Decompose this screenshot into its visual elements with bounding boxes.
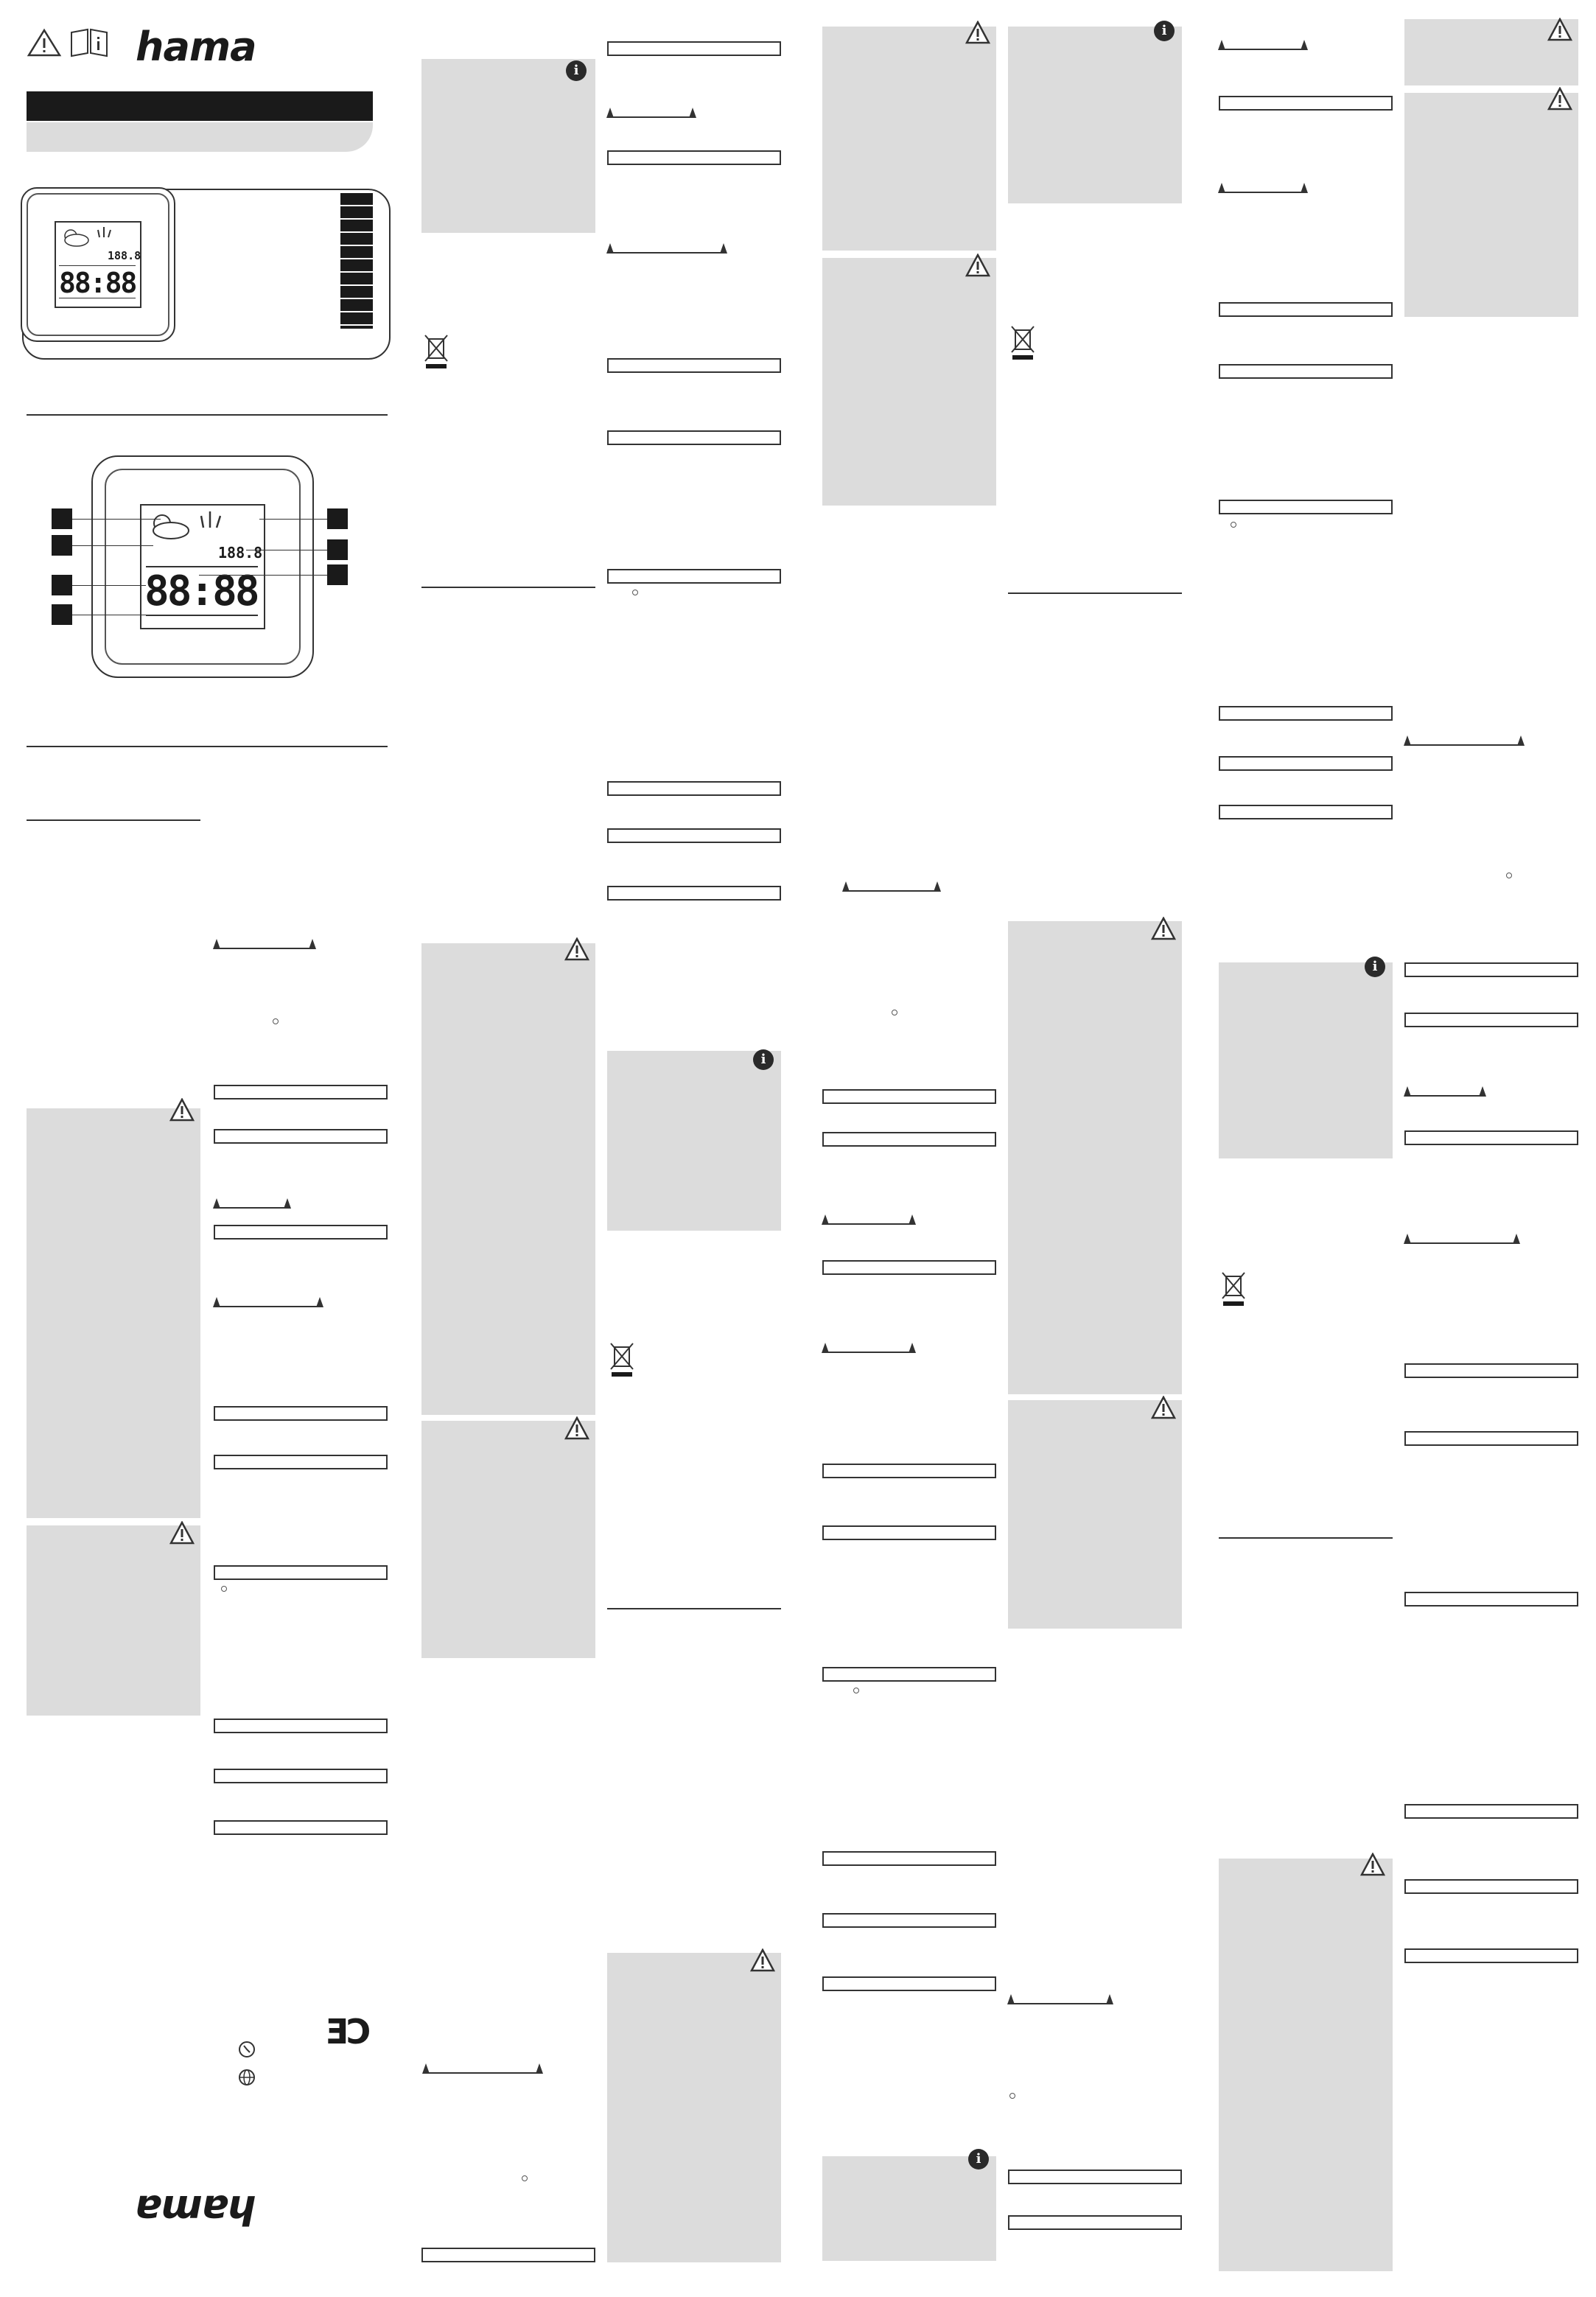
arrow-indicator xyxy=(1011,1994,1110,2004)
lcd-day-bar xyxy=(59,298,136,303)
read-manual-icon xyxy=(69,28,109,57)
text-field xyxy=(607,569,781,584)
info-circle-icon: i xyxy=(566,60,587,81)
brand-logo-footer: hama xyxy=(136,2186,256,2233)
section-divider xyxy=(27,414,388,416)
warning-box xyxy=(607,1953,781,2262)
arrow-indicator xyxy=(825,1214,912,1225)
small-icon xyxy=(1009,2093,1015,2099)
text-field xyxy=(1219,500,1393,514)
arrow-indicator xyxy=(825,1343,912,1353)
text-field xyxy=(1404,1592,1578,1606)
crossed-out-bin-icon xyxy=(1220,1270,1247,1306)
text-field xyxy=(607,150,781,165)
brand-logo: hama xyxy=(136,24,256,70)
service-icon xyxy=(237,2040,256,2059)
warning-triangle-icon xyxy=(965,254,990,277)
info-circle-icon: i xyxy=(753,1049,774,1070)
text-field xyxy=(607,430,781,445)
warning-triangle-icon xyxy=(1151,917,1176,940)
section-divider xyxy=(1219,1537,1393,1539)
sun-rays-icon xyxy=(97,225,112,239)
callout-3 xyxy=(52,575,72,595)
small-icon xyxy=(1231,522,1236,528)
warning-triangle-icon xyxy=(564,1416,589,1440)
arrow-indicator xyxy=(1222,183,1304,193)
text-field xyxy=(822,1913,996,1928)
leader-line xyxy=(259,519,327,520)
section-divider xyxy=(27,746,388,747)
section-divider xyxy=(1008,592,1182,594)
text-field xyxy=(1404,1804,1578,1819)
leader-line xyxy=(72,545,153,546)
warning-triangle-icon xyxy=(169,1098,195,1122)
warning-box xyxy=(27,1525,200,1716)
text-field xyxy=(214,1565,388,1580)
warning-box xyxy=(421,943,595,1415)
text-field xyxy=(607,886,781,901)
warning-box xyxy=(27,1108,200,1518)
section-divider xyxy=(421,587,595,588)
warning-triangle-icon xyxy=(750,1948,775,1972)
weather-cloud-sun-icon xyxy=(146,511,197,541)
leader-line xyxy=(72,519,161,520)
ce-mark: CE xyxy=(329,2012,371,2052)
small-icon xyxy=(632,590,638,595)
text-field xyxy=(214,1085,388,1099)
info-box xyxy=(1219,962,1393,1158)
warning-box xyxy=(421,1421,595,1658)
text-field xyxy=(1404,1948,1578,1963)
warning-box xyxy=(1008,1400,1182,1629)
arrow-indicator xyxy=(217,1198,287,1209)
text-field xyxy=(1219,96,1393,111)
text-field xyxy=(214,1225,388,1240)
leader-line xyxy=(72,585,146,586)
title-band xyxy=(27,91,373,121)
arrow-indicator xyxy=(217,939,312,949)
info-box xyxy=(607,1051,781,1231)
subtitle-band xyxy=(27,122,373,152)
warning-triangle-icon xyxy=(1547,18,1572,41)
warning-icon xyxy=(27,28,62,57)
sun-rays-icon xyxy=(200,510,221,529)
arrow-indicator xyxy=(846,881,937,892)
lcd-time: 88:88 xyxy=(144,567,258,615)
text-field xyxy=(1404,1431,1578,1446)
text-field xyxy=(214,1406,388,1421)
text-field xyxy=(214,1769,388,1783)
text-field xyxy=(607,781,781,796)
language-tabs xyxy=(340,193,373,329)
arrow-indicator xyxy=(426,2063,539,2074)
warning-triangle-icon xyxy=(169,1521,195,1545)
leader-line xyxy=(199,575,327,576)
text-field xyxy=(607,828,781,843)
info-box xyxy=(1008,27,1182,203)
callout-6 xyxy=(327,539,348,560)
lcd-screen-small xyxy=(55,221,141,308)
arrow-indicator xyxy=(1222,40,1304,50)
warning-box xyxy=(1404,93,1578,317)
small-icon xyxy=(522,2175,528,2181)
text-field xyxy=(1404,962,1578,977)
warning-box xyxy=(822,27,996,251)
info-circle-icon: i xyxy=(968,2149,989,2170)
arrow-indicator xyxy=(217,1297,320,1307)
text-field xyxy=(822,1851,996,1866)
text-field xyxy=(214,1820,388,1835)
info-circle-icon: i xyxy=(1365,957,1385,977)
crossed-out-bin-icon xyxy=(609,1341,635,1377)
callout-4 xyxy=(52,604,72,625)
lcd-day-bar xyxy=(146,615,258,622)
arrow-indicator xyxy=(610,108,693,118)
warning-box xyxy=(1219,1859,1393,2271)
text-field xyxy=(607,41,781,56)
text-field xyxy=(822,1089,996,1104)
callout-7 xyxy=(327,564,348,585)
weather-cloud-sun-icon xyxy=(59,227,94,248)
arrow-indicator xyxy=(1407,735,1521,746)
info-box xyxy=(421,59,595,233)
text-field xyxy=(1404,1130,1578,1145)
text-field xyxy=(214,1719,388,1733)
arrow-indicator xyxy=(1407,1234,1516,1244)
warning-box xyxy=(1008,921,1182,1394)
text-field xyxy=(1219,706,1393,721)
text-field xyxy=(1219,756,1393,771)
warning-triangle-icon xyxy=(1151,1396,1176,1419)
small-icon xyxy=(1506,873,1512,878)
crossed-out-bin-icon xyxy=(1009,324,1036,360)
lcd-divider xyxy=(59,265,136,266)
text-field xyxy=(1404,1363,1578,1378)
lcd-screen-large xyxy=(140,504,265,629)
warning-triangle-icon xyxy=(1360,1853,1385,1876)
callout-1 xyxy=(52,508,72,529)
text-field xyxy=(1008,2170,1182,2184)
text-field xyxy=(822,1525,996,1540)
info-circle-icon: i xyxy=(1154,21,1175,41)
section-divider xyxy=(607,1608,781,1609)
small-icon xyxy=(221,1586,227,1592)
warning-box xyxy=(822,258,996,506)
text-field xyxy=(421,2248,595,2262)
text-field xyxy=(1404,1013,1578,1027)
text-field xyxy=(1219,302,1393,317)
arrow-indicator xyxy=(610,243,724,254)
text-field xyxy=(822,1132,996,1147)
callout-5 xyxy=(327,508,348,529)
warning-triangle-icon xyxy=(965,21,990,44)
text-field xyxy=(214,1455,388,1469)
warning-triangle-icon xyxy=(1547,87,1572,111)
text-field xyxy=(1219,364,1393,379)
small-icon xyxy=(892,1010,897,1015)
lcd-time: 88:88 xyxy=(59,267,136,299)
lcd-small-digits: 188.8 xyxy=(218,544,263,562)
arrow-indicator xyxy=(1407,1086,1483,1097)
text-field xyxy=(822,1667,996,1682)
text-field xyxy=(822,1464,996,1478)
globe-icon xyxy=(237,2068,256,2087)
small-icon xyxy=(853,1688,859,1693)
text-field xyxy=(214,1129,388,1144)
text-field xyxy=(1219,805,1393,819)
info-box xyxy=(822,2156,996,2261)
text-field xyxy=(822,1260,996,1275)
crossed-out-bin-icon xyxy=(423,333,449,368)
column-divider xyxy=(27,819,200,821)
text-field xyxy=(1008,2215,1182,2230)
small-icon xyxy=(273,1018,279,1024)
text-field xyxy=(1404,1879,1578,1894)
text-field xyxy=(822,1976,996,1991)
text-field xyxy=(607,358,781,373)
warning-triangle-icon xyxy=(564,937,589,961)
lcd-small-digits: 188.8 xyxy=(108,249,141,262)
callout-2 xyxy=(52,535,72,556)
